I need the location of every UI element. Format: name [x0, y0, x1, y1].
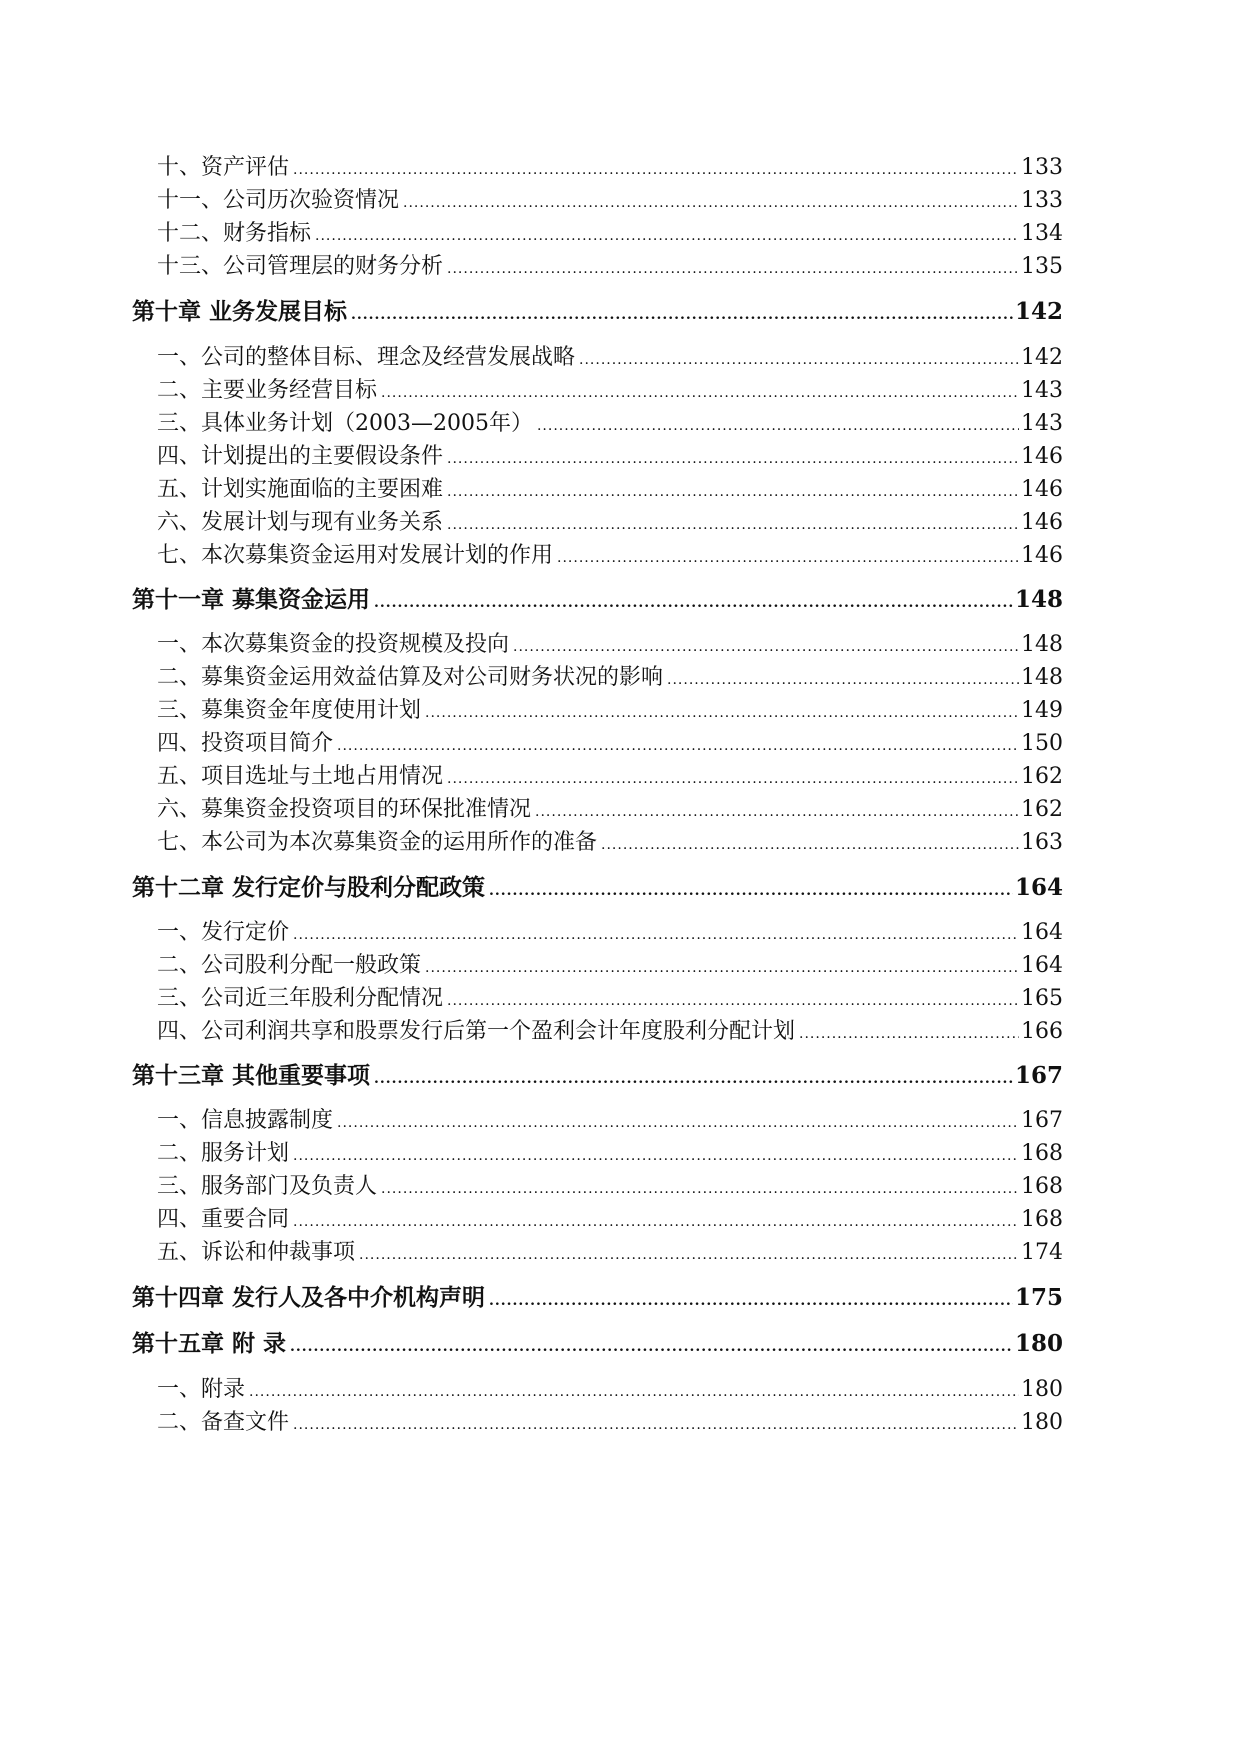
toc-chapter-title: 第十章 业务发展目标 [132, 298, 348, 325]
toc-entry-title: 五、诉讼和仲裁事项 [157, 1240, 356, 1265]
toc-entry-page: 163 [1021, 830, 1063, 855]
toc-entry-page: 162 [1021, 764, 1063, 789]
dot-leader [579, 352, 1019, 368]
toc-entry[interactable] [157, 1202, 1063, 1232]
toc-chapter[interactable] [132, 1057, 1063, 1089]
toc-entry-title: 一、发行定价 [157, 920, 290, 945]
toc-entry-page: 164 [1021, 920, 1063, 945]
dot-leader [537, 418, 1019, 434]
toc-entry-page: 180 [1021, 1377, 1063, 1402]
toc-entry[interactable] [157, 1103, 1063, 1133]
toc-entry-title: 一、公司的整体目标、理念及经营发展战略 [157, 345, 576, 370]
dot-leader [667, 672, 1019, 688]
dot-leader [447, 993, 1019, 1009]
toc-entry-title: 二、主要业务经营目标 [157, 378, 378, 403]
toc-entry-title: 五、计划实施面临的主要困难 [157, 477, 444, 502]
toc-entry[interactable] [157, 472, 1063, 502]
toc-chapter-page: 180 [1014, 1330, 1063, 1357]
dot-leader [374, 1071, 1013, 1087]
toc-chapter[interactable] [132, 1279, 1063, 1311]
toc-entry-title: 六、发展计划与现有业务关系 [157, 510, 444, 535]
dot-leader [293, 927, 1019, 943]
toc-entry[interactable] [157, 183, 1063, 213]
toc-entry[interactable] [157, 726, 1063, 756]
toc-entry[interactable] [157, 825, 1063, 855]
toc-entry[interactable] [157, 150, 1063, 180]
toc-entry[interactable] [157, 249, 1063, 279]
toc-entry-page: 133 [1021, 188, 1063, 213]
dot-leader [425, 960, 1019, 976]
toc-chapter-title: 第十四章 发行人及各中介机构声明 [132, 1284, 486, 1311]
toc-entry[interactable] [157, 505, 1063, 535]
dot-leader [337, 1115, 1019, 1131]
toc-entry-page: 165 [1021, 986, 1063, 1011]
dot-leader [489, 1293, 1013, 1309]
toc-entry-title: 三、公司近三年股利分配情况 [157, 986, 444, 1011]
toc-entry[interactable] [157, 627, 1063, 657]
toc-entry-page: 146 [1021, 444, 1063, 469]
dot-leader [359, 1247, 1019, 1263]
toc-chapter-page: 164 [1014, 874, 1063, 901]
dot-leader [447, 261, 1019, 277]
dot-leader [425, 705, 1019, 721]
toc-chapter-title: 第十五章 附 录 [132, 1330, 287, 1357]
dot-leader [447, 484, 1019, 500]
toc-entry-title: 二、服务计划 [157, 1141, 290, 1166]
toc-entry-title: 二、募集资金运用效益估算及对公司财务状况的影响 [157, 665, 664, 690]
toc-entry-page: 180 [1021, 1410, 1063, 1435]
toc-entry-page: 149 [1021, 698, 1063, 723]
toc-entry[interactable] [157, 1169, 1063, 1199]
toc-entry[interactable] [157, 216, 1063, 246]
toc-chapter-page: 175 [1014, 1284, 1063, 1311]
toc-entry-title: 七、本次募集资金运用对发展计划的作用 [157, 543, 554, 568]
dot-leader [351, 307, 1013, 323]
toc-entry[interactable] [157, 1372, 1063, 1402]
toc-entry-title: 十、资产评估 [157, 155, 290, 180]
toc-entry-title: 二、备查文件 [157, 1410, 290, 1435]
toc-entry-title: 三、募集资金年度使用计划 [157, 698, 422, 723]
toc-entry-page: 164 [1021, 953, 1063, 978]
toc-entry[interactable] [157, 948, 1063, 978]
toc-entry-title: 十三、公司管理层的财务分析 [157, 254, 444, 279]
toc-entry[interactable] [157, 1235, 1063, 1265]
toc-entry[interactable] [157, 1136, 1063, 1166]
toc-entry-page: 174 [1021, 1240, 1063, 1265]
dot-leader [489, 883, 1013, 899]
dot-leader [337, 738, 1019, 754]
dot-leader [374, 595, 1013, 611]
dot-leader [293, 162, 1019, 178]
toc-entry[interactable] [157, 439, 1063, 469]
toc-chapter-title: 第十一章 募集资金运用 [132, 586, 371, 613]
toc-entry[interactable] [157, 1405, 1063, 1435]
toc-entry-title: 四、投资项目简介 [157, 731, 334, 756]
toc-entry-page: 143 [1021, 378, 1063, 403]
toc-entry-page: 168 [1021, 1174, 1063, 1199]
toc-entry-page: 134 [1021, 221, 1063, 246]
toc-entry-page: 162 [1021, 797, 1063, 822]
toc-entry-page: 142 [1021, 345, 1063, 370]
dot-leader [601, 837, 1019, 853]
dot-leader [557, 550, 1019, 566]
toc-entry[interactable] [157, 1014, 1063, 1044]
toc-entry-page: 168 [1021, 1141, 1063, 1166]
dot-leader [290, 1339, 1013, 1355]
toc-entry[interactable] [157, 759, 1063, 789]
dot-leader [315, 228, 1019, 244]
dot-leader [249, 1384, 1019, 1400]
dot-leader [799, 1026, 1019, 1042]
toc-entry[interactable] [157, 792, 1063, 822]
toc-entry-page: 146 [1021, 477, 1063, 502]
toc-entry[interactable] [157, 693, 1063, 723]
dot-leader [293, 1417, 1019, 1433]
toc-entry-title: 十二、财务指标 [157, 221, 312, 246]
toc-entry-page: 148 [1021, 632, 1063, 657]
toc-chapter-title: 第十二章 发行定价与股利分配政策 [132, 874, 486, 901]
toc-entry[interactable] [157, 340, 1063, 370]
dot-leader [293, 1214, 1019, 1230]
dot-leader [381, 1181, 1019, 1197]
dot-leader [513, 639, 1019, 655]
toc-entry-page: 133 [1021, 155, 1063, 180]
toc-chapter[interactable] [132, 1325, 1063, 1357]
toc-entry-title: 十一、公司历次验资情况 [157, 188, 400, 213]
toc-chapter-page: 142 [1014, 298, 1063, 325]
toc-chapter[interactable] [132, 869, 1063, 901]
toc-chapter[interactable] [132, 581, 1063, 613]
toc-entry-title: 七、本公司为本次募集资金的运用所作的准备 [157, 830, 598, 855]
toc-chapter-page: 167 [1014, 1062, 1063, 1089]
toc-entry-title: 四、计划提出的主要假设条件 [157, 444, 444, 469]
toc-entry-page: 168 [1021, 1207, 1063, 1232]
dot-leader [447, 517, 1019, 533]
toc-entry-title: 六、募集资金投资项目的环保批准情况 [157, 797, 532, 822]
dot-leader [447, 771, 1019, 787]
toc-chapter-page: 148 [1014, 586, 1063, 613]
toc-entry-title: 五、项目选址与土地占用情况 [157, 764, 444, 789]
toc-entry-title: 二、公司股利分配一般政策 [157, 953, 422, 978]
toc-entry-page: 148 [1021, 665, 1063, 690]
toc-entry-page: 167 [1021, 1108, 1063, 1133]
toc-entry-page: 146 [1021, 510, 1063, 535]
toc-entry-page: 143 [1021, 411, 1063, 436]
toc-entry-page: 150 [1021, 731, 1063, 756]
toc-entry[interactable] [157, 538, 1063, 568]
toc-entry-title: 一、附录 [157, 1377, 246, 1402]
toc-entry-title: 三、服务部门及负责人 [157, 1174, 378, 1199]
toc-entry[interactable] [157, 406, 1063, 436]
toc-entry[interactable] [157, 660, 1063, 690]
toc-entry-title: 四、重要合同 [157, 1207, 290, 1232]
toc-entry-title: 一、信息披露制度 [157, 1108, 334, 1133]
toc-chapter-title: 第十三章 其他重要事项 [132, 1062, 371, 1089]
toc-entry-title: 四、公司利润共享和股票发行后第一个盈利会计年度股利分配计划 [157, 1019, 796, 1044]
toc-entry-title: 三、具体业务计划（2003—2005年） [157, 411, 533, 436]
toc-entry[interactable] [157, 373, 1063, 403]
toc-entry-page: 135 [1021, 254, 1063, 279]
dot-leader [293, 1148, 1019, 1164]
toc-entry-page: 146 [1021, 543, 1063, 568]
toc-entry-page: 166 [1021, 1019, 1063, 1044]
dot-leader [381, 385, 1019, 401]
dot-leader [447, 451, 1019, 467]
dot-leader [535, 804, 1019, 820]
toc-entry[interactable] [157, 915, 1063, 945]
dot-leader [403, 195, 1019, 211]
toc-entry-title: 一、本次募集资金的投资规模及投向 [157, 632, 510, 657]
toc-entry[interactable] [157, 981, 1063, 1011]
toc-chapter[interactable] [132, 293, 1063, 325]
